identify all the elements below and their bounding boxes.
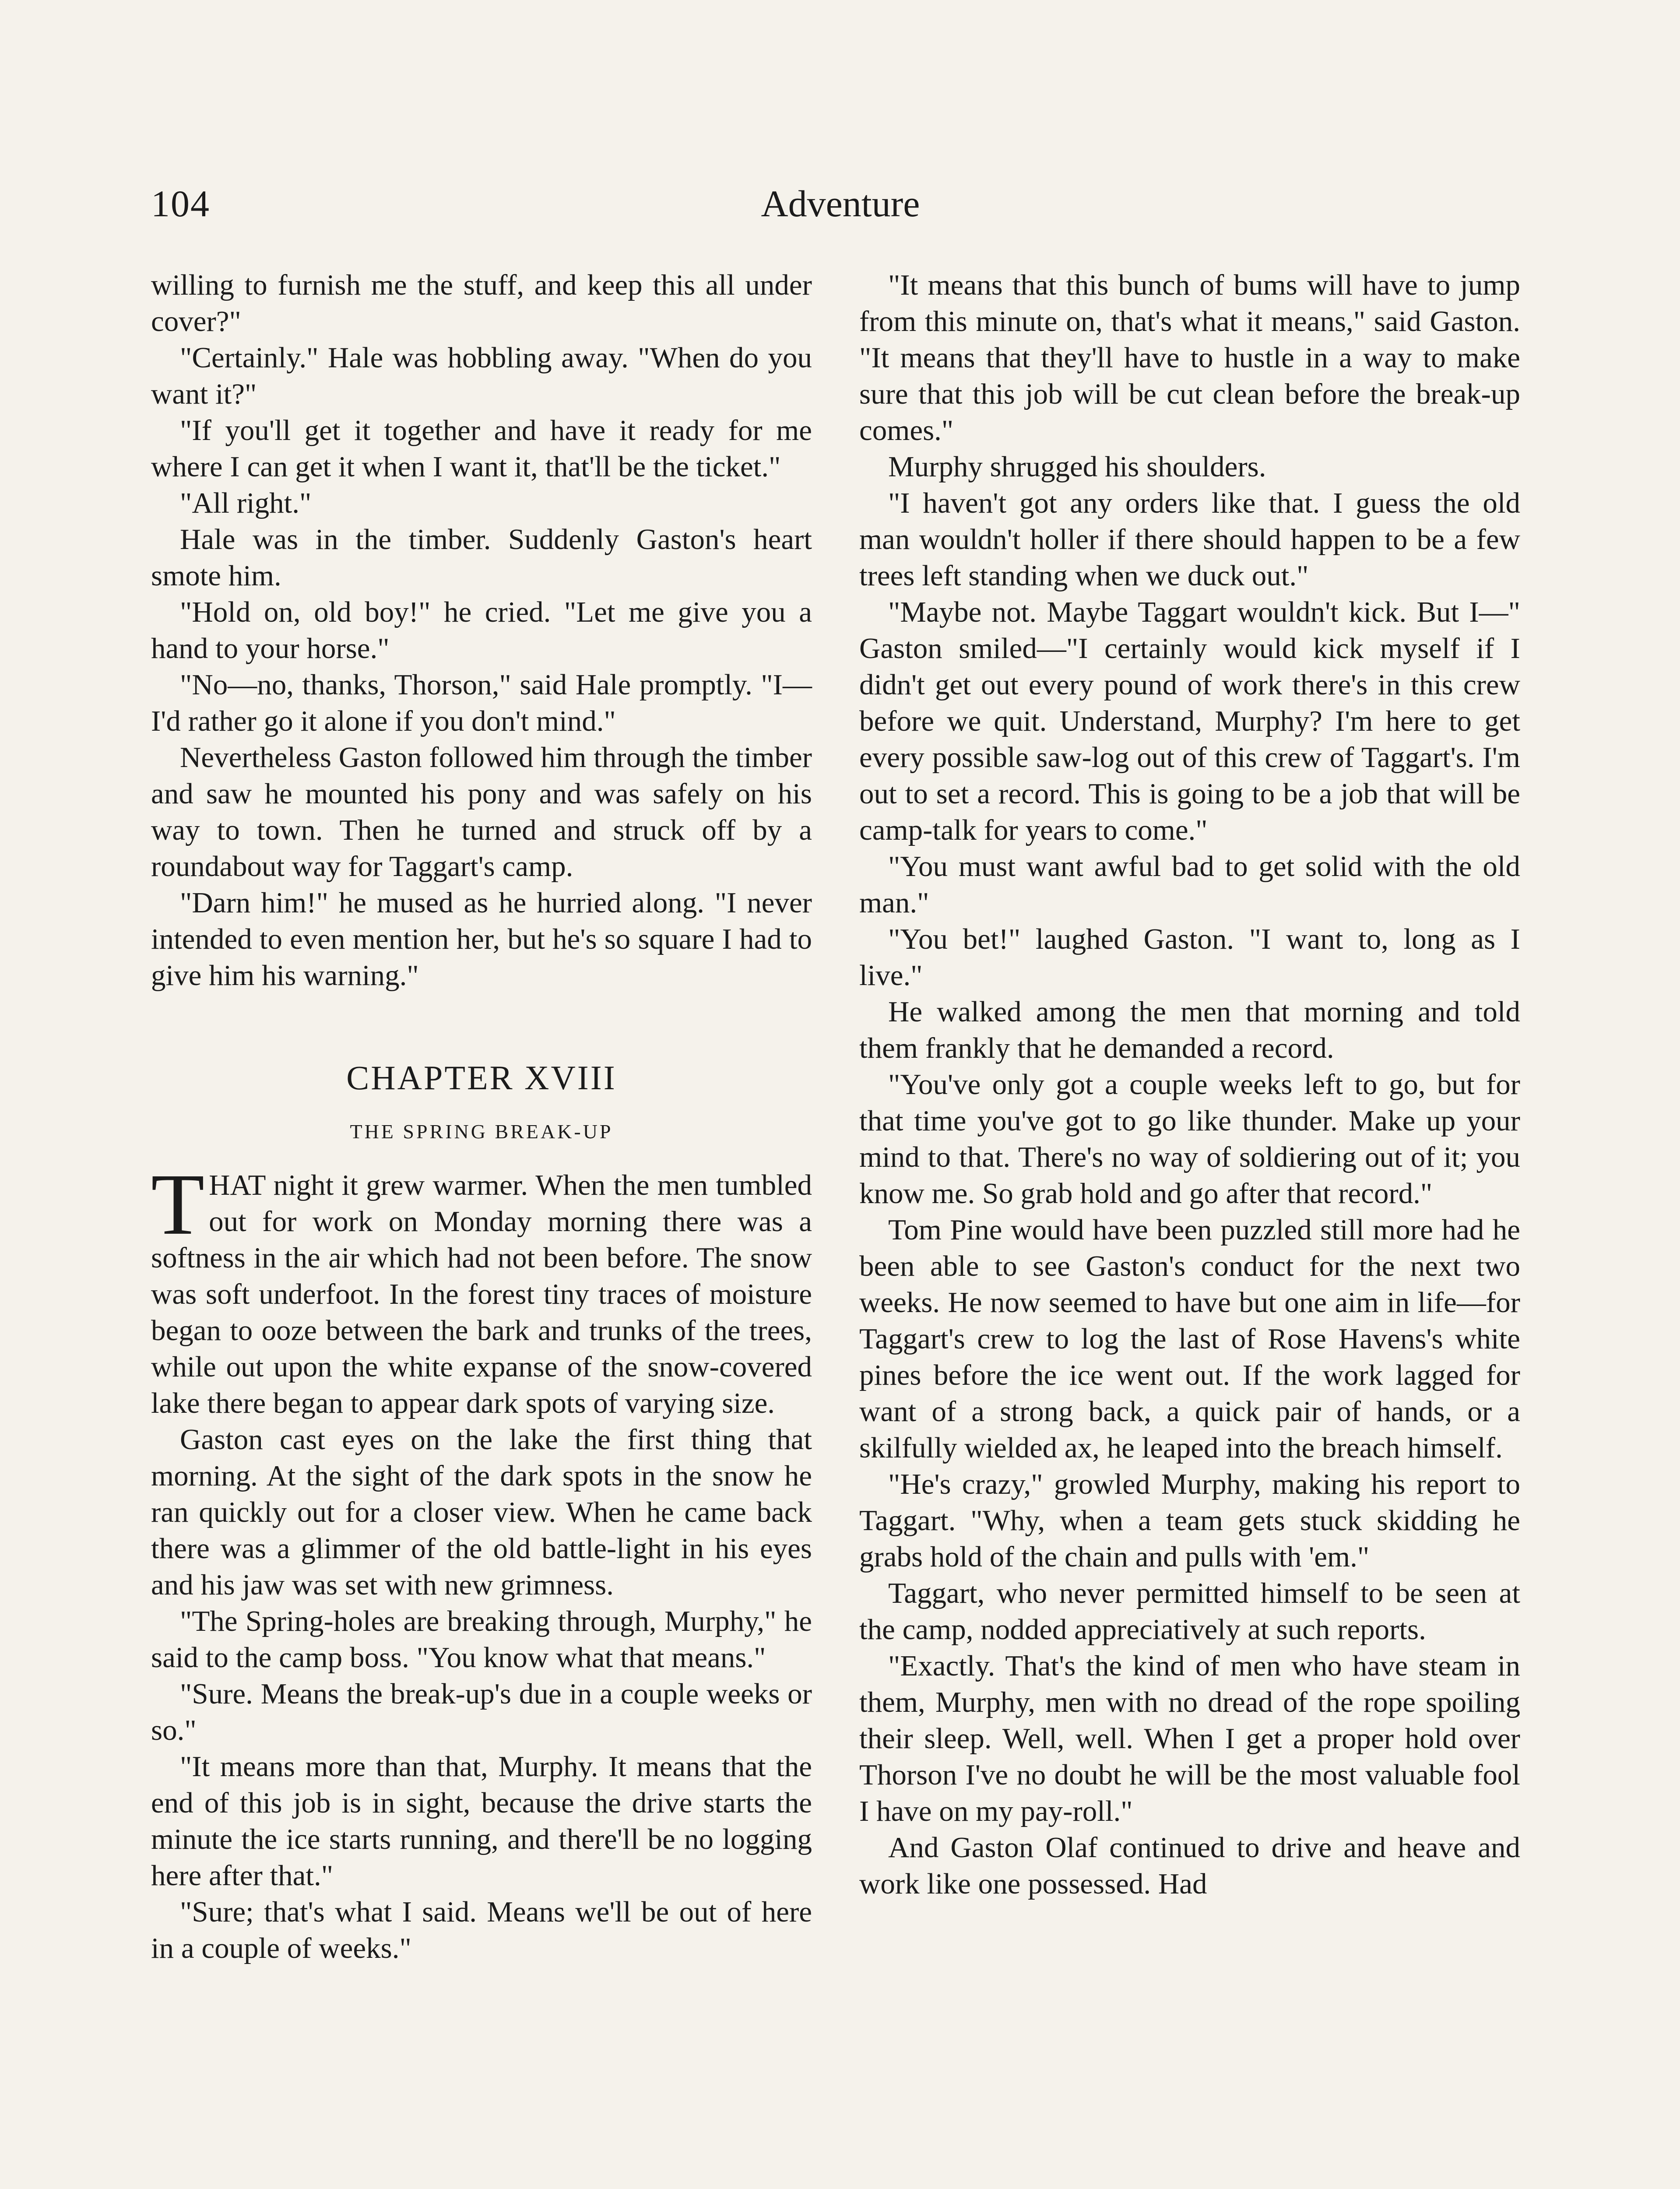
paragraph: willing to furnish me the stuff, and keep this all under cover?" — [151, 269, 812, 338]
opening-paragraph — [151, 1156, 812, 1422]
paragraph: "If you'll get it together and have it ready for me where I can get it when I want it, that'll be the ticket." — [151, 414, 812, 483]
running-title: Adventure — [761, 183, 920, 225]
drop-cap: T — [151, 1156, 205, 1253]
paragraph: "The Spring-holes are breaking through, Murphy," he said to the camp boss. "You know what that means." — [151, 1605, 812, 1674]
paragraph: "Certainly." Hale was hobbling away. "When do you want it?" — [151, 341, 812, 410]
paragraph: "No—no, thanks, Thorson," said Hale promptly. "I—I'd rather go it alone if you don't mind." — [151, 669, 812, 737]
paragraph: Gaston cast eyes on the lake the first thing that morning. At the sight of the dark spots in the snow he ran quickly out for a closer view. When he came back there was a glimmer of the old battle-light in his eyes and his jaw was set with new grimness. — [151, 1423, 812, 1601]
paragraph: "You've only got a couple weeks left to go, but for that time you've got to go like thunder. Make up your mind to that. There's no way of soldiering out of it; you know me. So grab hold and go after that record." — [859, 1068, 1520, 1210]
paragraph: "He's crazy," growled Murphy, making his report to Taggart. "Why, when a team gets stuck skidding he grabs hold of the chain and pulls with 'em." — [859, 1468, 1520, 1573]
paragraph: "You must want awful bad to get solid with the old man." — [859, 850, 1520, 919]
paragraph: "It means more than that, Murphy. It means that the end of this job is in sight, because the drive starts the minute the ice starts running, and there'll be no logging here after that." — [151, 1750, 812, 1892]
chapter-subtitle: THE SPRING BREAK-UP — [350, 1120, 613, 1143]
paragraph: Murphy shrugged his shoulders. — [888, 450, 1266, 483]
paragraph: "It means that this bunch of bums will have to jump from this minute on, that's what it means," said Gaston. "It means that they'll have to hustle in a way to make sure that this job will be cut clean before the break-up comes." — [859, 269, 1520, 447]
paragraph: Hale was in the timber. Suddenly Gaston's heart smote him. — [151, 523, 812, 592]
paragraph: He walked among the men that morning and told them frankly that he demanded a record. — [859, 996, 1520, 1064]
paragraph: "Sure; that's what I said. Means we'll be out of here in a couple of weeks." — [151, 1896, 812, 1964]
page-number: 104 — [151, 183, 210, 225]
right-column — [859, 267, 1520, 1902]
paragraph: Tom Pine would have been puzzled still more had he been able to see Gaston's conduct for the next two weeks. He now seemed to have but one aim in life—for Taggart's crew to log the last of Rose Havens's white pines before the ice went out. If the work lagged for want of a strong back, a quick pair of hands, or a skilfully wielded ax, he leaped into the breach himself. — [859, 1214, 1520, 1464]
paragraph: Taggart, who never permitted himself to be seen at the camp, nodded appreciatively at such reports. — [859, 1577, 1520, 1646]
opening-text: HAT night it grew warmer. When the men tumbled out for work on Monday morning there was a softness in the air which had not been before. The snow was soft underfoot. In the forest tiny traces of moisture began to ooze between the bark and trunks of the trees, while out upon the white expanse of the snow-covered lake there began to appear dark spots of varying size. — [151, 1169, 812, 1419]
paragraph: Nevertheless Gaston followed him through the timber and saw he mounted his pony and was safely on his way to town. Then he turned and struck off by a roundabout way for Taggart's camp. — [151, 741, 812, 883]
left-column — [151, 267, 812, 1967]
paragraph: And Gaston Olaf continued to drive and heave and work like one possessed. Had — [859, 1831, 1520, 1900]
paragraph: "Darn him!" he mused as he hurried along. "I never intended to even mention her, but he's so square I had to give him his warning." — [151, 887, 812, 992]
paragraph: "Sure. Means the break-up's due in a couple weeks or so." — [151, 1678, 812, 1746]
paragraph: "Exactly. That's the kind of men who have steam in them, Murphy, men with no dread of the rope spoiling their sleep. Well, well. When I get a proper hold over Thorson I've no doubt he will be the most valuable fool I have on my pay-roll." — [859, 1650, 1520, 1827]
paragraph: "All right." — [180, 487, 312, 519]
paragraph: "I haven't got any orders like that. I guess the old man wouldn't holler if there should happen to be a few trees left standing when we duck out." — [859, 487, 1520, 592]
paragraph: "You bet!" laughed Gaston. "I want to, long as I live." — [859, 923, 1520, 992]
page-header — [151, 173, 1530, 234]
chapter-heading: CHAPTER XVIII — [346, 1059, 617, 1097]
paragraph: "Hold on, old boy!" he cried. "Let me give you a hand to your horse." — [151, 596, 812, 665]
paragraph: "Maybe not. Maybe Taggart wouldn't kick. But I—" Gaston smiled—"I certainly would kick myself if I didn't get out every pound of work there's in this crew before we quit. Understand, Murphy? I'm here to get every possible saw-log out of this crew of Taggart's. I'm out to set a record. This is going to be a job that will be camp-talk for years to come." — [859, 596, 1520, 846]
